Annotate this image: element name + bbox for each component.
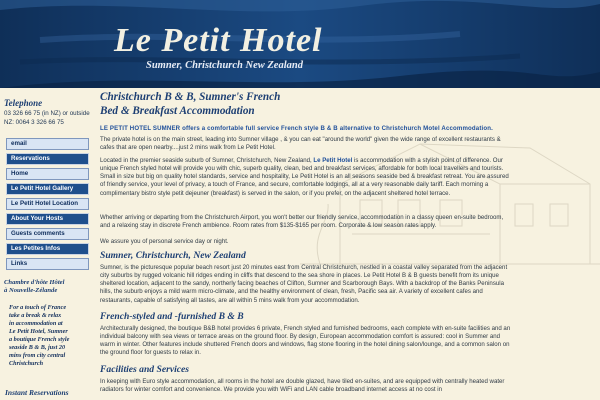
paragraph-intro: The private hotel is on the main street, leading into Sumner village , & you can eat "around the world" given the wide range of excellent restaurants & cafes that are open nearby....just 2 mins walk from Le Petit Hotel. [100,136,501,152]
blurb-line: mins from city central [9,352,66,359]
telephone-heading: Telephone [4,98,43,108]
paragraph-location-text: Located in the premier seaside suburb of Sumner, Christchurch, New Zealand, [100,157,314,164]
blurb-line: For a touch of France [9,304,67,311]
blurb-line: take a break & relax [9,312,62,319]
nav-home[interactable]: Home [6,168,89,180]
hotel-name-highlight: Le Petit Hotel [313,157,353,164]
nav-email[interactable]: email [6,138,89,150]
blurb-line: Le Petit Hotel, Sumner [9,328,68,335]
nav-location[interactable]: Le Petit Hotel Location [6,198,89,210]
nav-gallery[interactable]: Le Petit Hotel Gallery [6,183,89,195]
site-logo[interactable]: Le Petit Hotel [114,22,323,59]
intro-lead: LE PETIT HOTEL SUMNER offers a comfortable full service French style B & B alternative to Christchurch Motel Accommodation. [100,125,493,132]
site-header [0,0,600,88]
paragraph-sumner: Sumner, is the picturesque popular beach resort just 20 minutes east from Central Christchurch, nestled in a coastal valley separated from the adjacent city suburbs by rugged volcanic hill ridges ending in cliffs that descend to the sea shore in places. Le Petit Hotel B & B guests benefit from its unique sheltered location, adjacent to the sandy, northerly facing beaches of Clifton, Sumner and Scarborough Bays. With a backdrop of the Banks Peninsula hills, the suburb enjoys a mild warm micro-climate, and the healthy environment of clean, fresh, Pacific sea air. A variety of excellent cafes and restaurants, capable of satisfying all tastes, are all within 5 mins walk from your accommodation. [100,264,508,304]
nav-links[interactable]: Links [6,258,89,270]
chambre-line-1: Chambre d'hôte Hôtel [4,279,65,286]
phone-nz: 03 326 66 75 (in NZ) or outside [4,110,90,117]
instant-reservations-link[interactable]: Instant Reservations [5,388,69,397]
nav-guest-comments[interactable]: Guests comments [6,228,89,240]
nav-petites-infos[interactable]: Les Petites Infos [6,243,89,255]
heading-facilities: Facilities and Services [100,364,189,375]
paragraph-french-styled: Architecturally designed, the boutique B&B hotel provides 6 private, French styled and furnished bedrooms, each complete with en-suite facilities and an individual balcony with sea views or terrace areas on the ground floor. By design, European accommodation comfort is assured: cool in Summer and warm in winter. Other features include shuttered French doors and windows, flag stone flooring in the hotel dining salon/lounge, and a common salon on the ground floor for guests to relax in. [100,325,511,357]
sidebar [0,88,92,400]
main-content [100,88,600,400]
paragraph-airport: Whether arriving or departing from the Christchurch Airport, you won't better our friendly service, accommodation in a classy queen en-suite bedroom, and a relaxing stay in discrete French ambience. Room rates from $135-$165 per room. Corporate & low season rates apply. [100,214,504,230]
blurb-line: seaside B & B, just 20 [9,344,66,351]
heading-sumner: Sumner, Christchurch, New Zealand [100,250,246,261]
nav-about-hosts[interactable]: About Your Hosts [6,213,89,225]
page-title-line-1: Christchurch B & B, Sumner's French [100,91,281,103]
blurb-line: in accommodation at [9,320,63,327]
blurb-line: Christchurch [9,360,44,367]
page-title-line-2: Bed & Breakfast Accommodation [100,105,255,117]
phone-international: NZ: 0064 3 326 66 75 [4,119,64,126]
heading-french-styled: French-styled and -furnished B & B [100,311,244,322]
blurb-line: a boutique French style [9,336,70,343]
site-tagline: Sumner, Christchurch New Zealand [146,60,303,71]
paragraph-location [100,157,512,198]
chambre-line-2: à Nouvelle-Zélande [4,287,58,294]
paragraph-location-text-cont: is accommodation with a stylish point of difference. Our unique French styled hotel will provide you with chic, superb quality, clean, bed and breakfast services, affordable for both local travellers and tourists. Small in size but big on quality hotel standards, service and hospitality, Le Petit Hotel is an all seasons seaside bed & breakfast retreat. You are assured of friendly service, your level of privacy, a touch of France, and secure, comfortable lodgings, all at a very reasonable daily tariff. Each morning a complimentary bistro style petit dejeuner (breakfast) is served in the salon, or if you prefer, on the adjacent sheltered hotel terrace. [100,157,509,197]
paragraph-facilities: In keeping with Euro style accommodation, all rooms in the hotel are double glazed, have tiled en-suites, and are equipped with centrally heated water radiators for winter comfort and convenience. We provide you with WiFi and LAN cable broadband internet access at no cost in [100,378,505,394]
nav-reservations[interactable]: Reservations [6,153,89,165]
paragraph-personal-service: We assure you of personal service day or night. [100,238,229,245]
